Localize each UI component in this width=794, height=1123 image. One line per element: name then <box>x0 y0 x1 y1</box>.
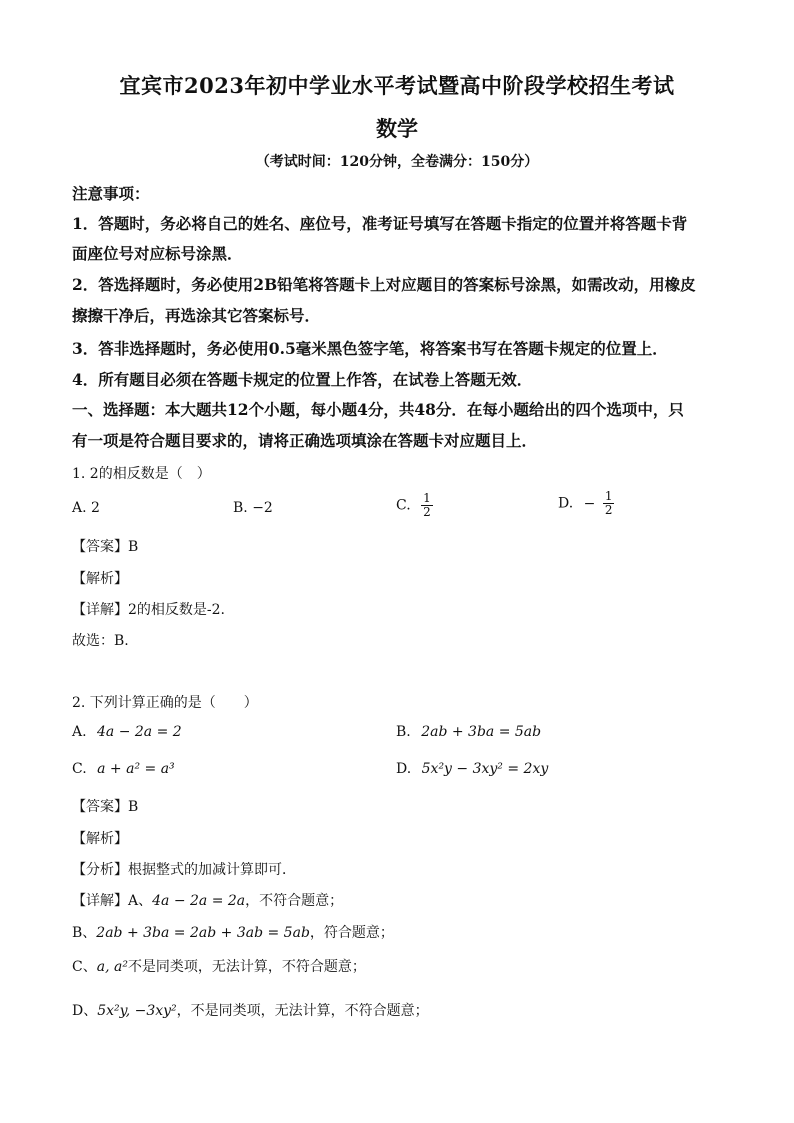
section-heading-line: 一、选择题：本大题共12个小题，每小题4分，共48分．在每小题给出的四个选项中，只 <box>72 400 684 419</box>
note-line: 擦擦干净后，再选涂其它答案标号． <box>72 306 321 325</box>
q1-option-c <box>396 492 433 519</box>
q2-option-c-formula: a + a² = a³ <box>97 761 175 777</box>
detail-prefix: B、 <box>72 925 97 941</box>
q2-detail-d <box>72 1000 429 1020</box>
q2-stem: 2. 下列计算正确的是（ ） <box>72 695 258 711</box>
detail-suffix: ，符合题意； <box>309 925 394 941</box>
detail-formula: 5x²y, −3xy² <box>97 1003 177 1019</box>
exam-title: 宜宾市2023年初中学业水平考试暨高中阶段学校招生考试 <box>119 73 675 98</box>
section-heading-line: 有一项是符合题目要求的，请将正确选项填涂在答题卡对应题目上． <box>72 431 538 450</box>
q2-option-d-formula: 5x²y − 3xy² = 2xy <box>421 761 549 777</box>
q1-option-b: B. −2 <box>233 500 273 516</box>
note-line: 1．答题时，务必将自己的姓名、座位号，准考证号填写在答题卡指定的位置并将答题卡背 <box>72 214 688 233</box>
q2-option-a-formula: 4a − 2a = 2 <box>97 724 182 740</box>
q1-answer: 【答案】B <box>72 539 139 555</box>
fraction-numerator: 1 <box>423 491 431 505</box>
fraction-denominator: 2 <box>423 505 431 519</box>
q2-option-c-label: C. <box>72 761 87 777</box>
q2-option-b <box>396 724 541 740</box>
q2-option-b-formula: 2ab + 3ba = 5ab <box>421 724 542 740</box>
q2-option-b-label: B. <box>396 724 411 740</box>
q2-option-a <box>72 724 182 740</box>
detail-formula: 2ab + 3ba = 2ab + 3ab = 5ab <box>96 925 310 941</box>
detail-formula: a, a² <box>96 959 128 975</box>
q2-detail-a <box>72 890 343 910</box>
fraction-denominator: 2 <box>604 503 613 517</box>
notes-heading: 注意事项： <box>72 184 150 203</box>
q1-analysis-label: 【解析】 <box>72 571 128 587</box>
note-line: 4．所有题目必须在答题卡规定的位置上作答，在试卷上答题无效． <box>72 370 533 389</box>
detail-suffix: 不是同类项，无法计算，不符合题意； <box>127 959 366 975</box>
detail-suffix: ，不符合题意； <box>245 893 344 909</box>
q2-fenxi: 【分析】根据整式的加减计算即可． <box>72 862 296 878</box>
q1-option-d-sign: − <box>583 495 596 512</box>
note-line: 2．答选择题时，务必使用2B铅笔将答题卡上对应题目的答案标号涂黑，如需改动，用橡皮 <box>72 275 696 294</box>
q1-option-c-fraction <box>421 492 433 519</box>
q2-option-c <box>72 761 175 777</box>
detail-suffix: ，不是同类项，无法计算，不符合题意； <box>176 1003 429 1019</box>
detail-prefix: D、 <box>72 1003 98 1019</box>
q2-option-a-label: A. <box>72 724 87 740</box>
q2-analysis-label: 【解析】 <box>72 831 128 847</box>
subject-title: 数学 <box>376 116 418 141</box>
q1-detail: 【详解】2的相反数是-2. <box>72 602 225 618</box>
detail-prefix: C、 <box>72 959 97 975</box>
q2-answer: 【答案】B <box>72 799 139 815</box>
q1-option-d-label: D. <box>558 495 574 512</box>
q1-conclusion: 故选：B. <box>72 633 129 649</box>
q1-option-c-label: C. <box>396 497 411 514</box>
q2-option-d-label: D. <box>396 761 412 777</box>
q1-stem: 1. 2的相反数是（ ） <box>72 466 211 482</box>
q2-detail-c <box>72 956 366 976</box>
q1-option-d <box>558 490 614 517</box>
q1-option-a: A. 2 <box>72 500 100 516</box>
q2-option-d <box>396 761 548 777</box>
q2-detail-b <box>72 922 394 942</box>
q1-option-d-fraction <box>603 490 615 517</box>
note-line: 3．答非选择题时，务必使用0.5毫米黑色签字笔，将答案书写在答题卡规定的位置上． <box>72 339 668 358</box>
detail-formula: 4a − 2a = 2a <box>152 893 246 909</box>
note-line: 面座位号对应标号涂黑． <box>72 244 243 263</box>
detail-prefix: 【详解】A、 <box>72 893 153 909</box>
exam-info: （考试时间：120分钟，全卷满分：150分） <box>255 154 539 170</box>
fraction-numerator: 1 <box>604 489 613 503</box>
